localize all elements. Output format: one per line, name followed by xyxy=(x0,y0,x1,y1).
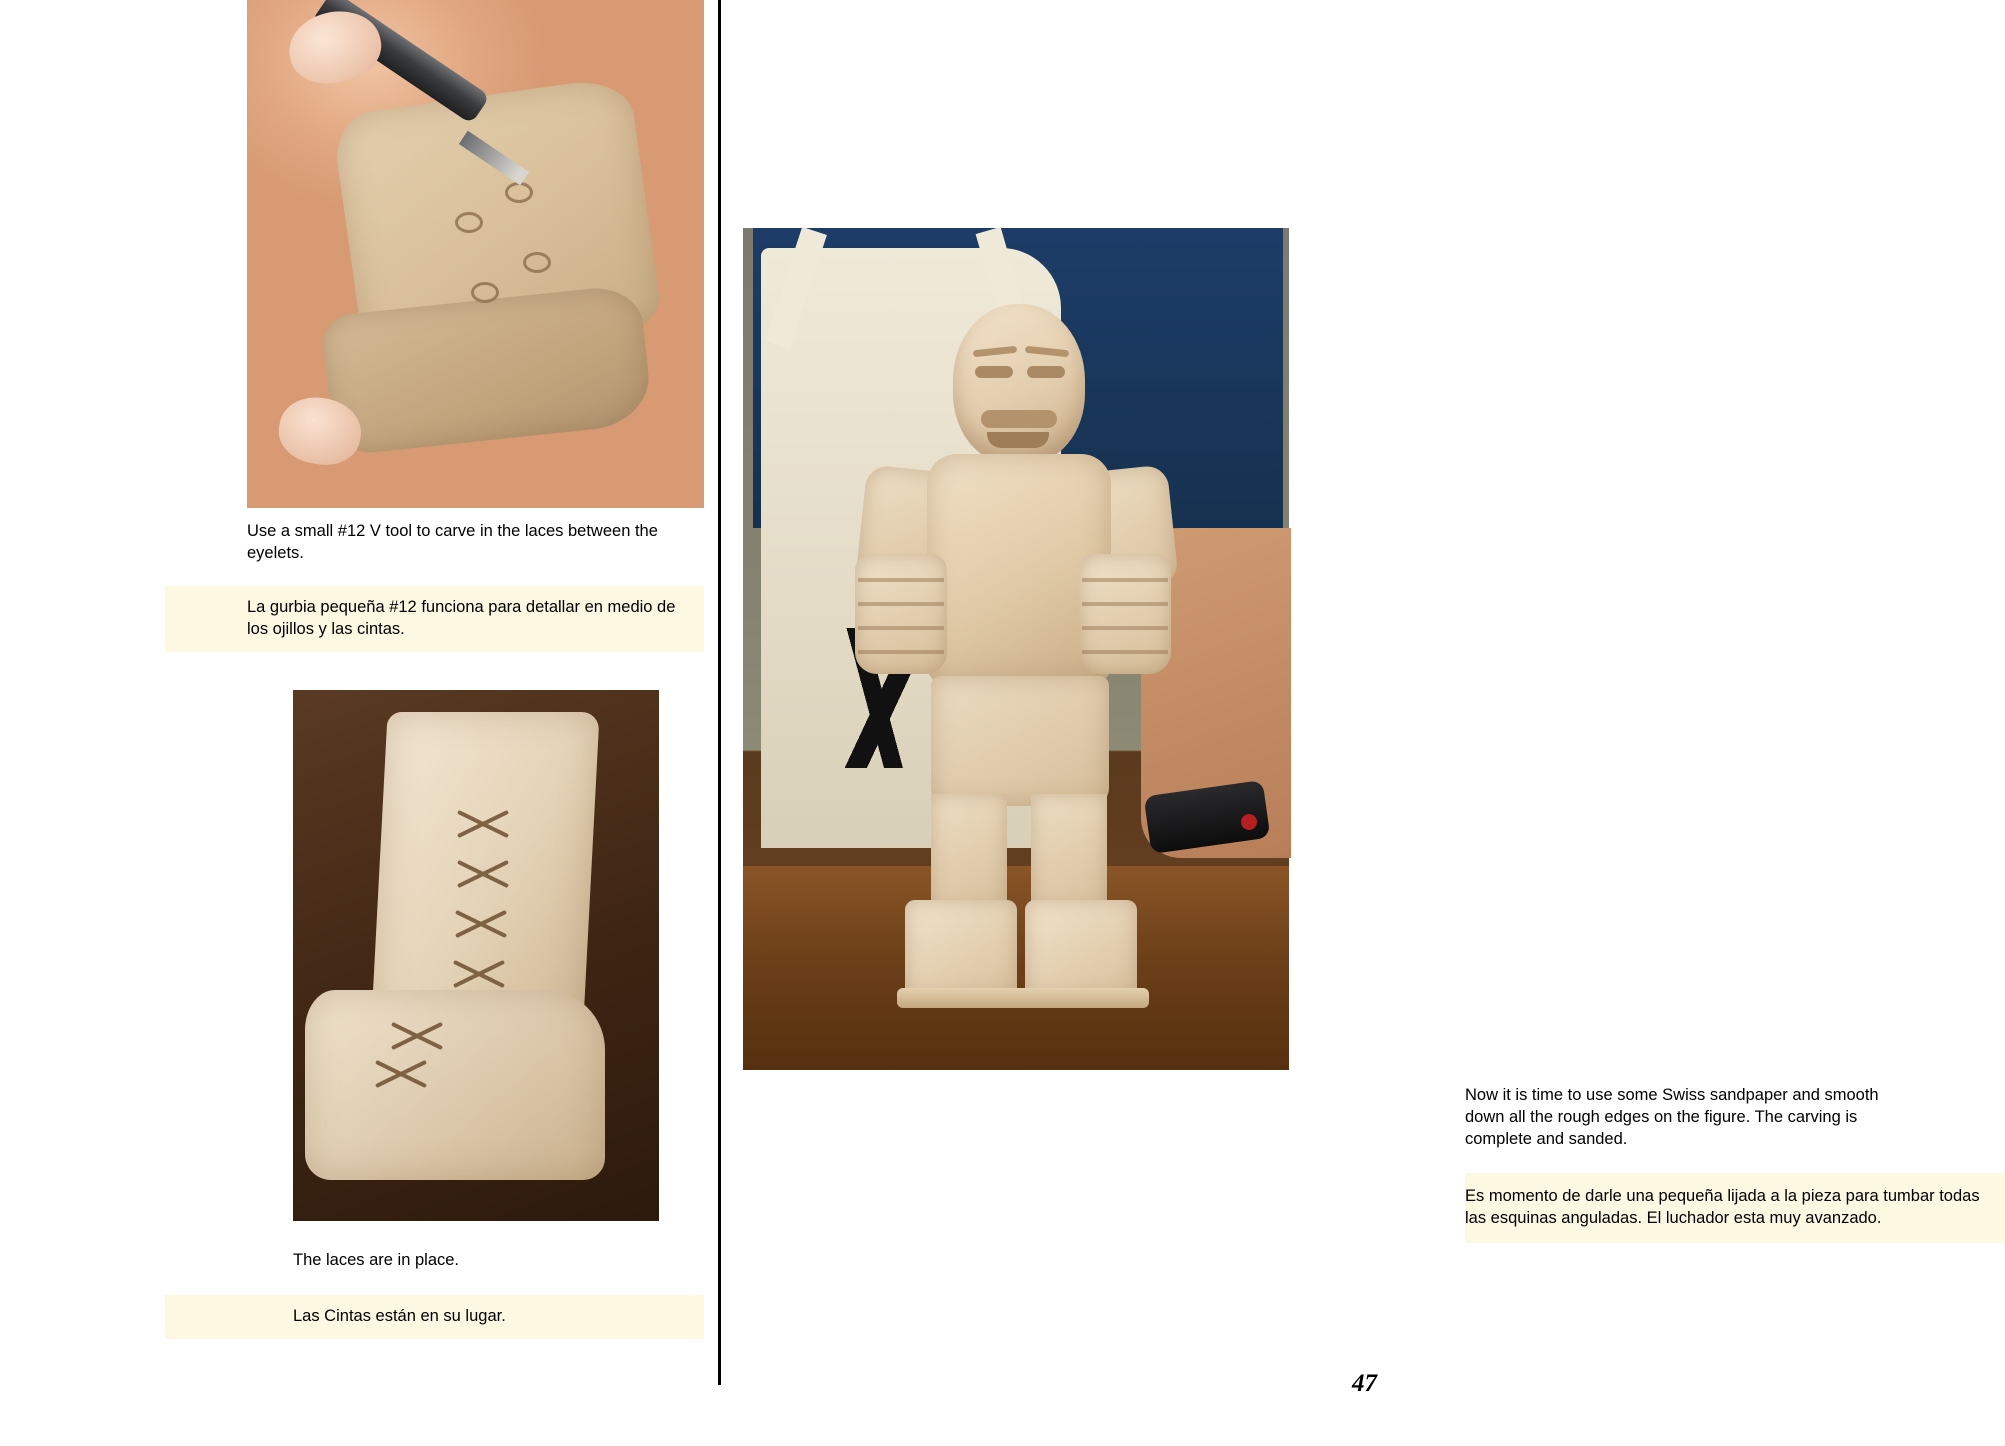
figure-boot-sole xyxy=(1017,988,1149,1008)
lace-cross xyxy=(373,1058,427,1088)
page-number: 47 xyxy=(1352,1370,1377,1397)
figure-mustache xyxy=(981,410,1057,428)
figure-finger xyxy=(858,626,944,630)
figure-finger xyxy=(1082,626,1168,630)
figure-boot-sole xyxy=(897,988,1029,1008)
figure-mouth xyxy=(987,432,1049,448)
figure-eye xyxy=(1027,366,1065,378)
caption-english-2: The laces are in place. xyxy=(293,1251,460,1269)
caption-spanish-1 xyxy=(165,586,704,652)
figure-finger xyxy=(858,602,944,606)
right-column xyxy=(721,0,1980,1446)
wristwatch-dot xyxy=(1241,814,1257,830)
figure-boot-left xyxy=(905,900,1017,996)
eyelet xyxy=(455,212,483,233)
photo-carving-laces xyxy=(247,0,704,508)
figure-finger xyxy=(1082,602,1168,606)
figure-finger xyxy=(1082,650,1168,654)
figure-eye xyxy=(975,366,1013,378)
figure-boot-right xyxy=(1025,900,1137,996)
caption-spanish-2-text: Las Cintas están en su lugar. xyxy=(293,1307,506,1325)
carved-wrestler-figure xyxy=(869,304,1169,984)
boot-foot xyxy=(305,990,605,1180)
caption-spanish-3-text: Es momento de darle una pequeña lijada a la pieza para tumbar todas las esquinas anguladas. El luchador esta muy avanzado. xyxy=(1465,1187,1980,1228)
caption-english-1: Use a small #12 V tool to carve in the laces between the eyelets. xyxy=(247,522,658,562)
figure-leg-right xyxy=(1031,794,1107,910)
figure-finger xyxy=(858,578,944,582)
lace-cross xyxy=(389,1020,443,1050)
lace-cross xyxy=(455,808,509,838)
lace-cross xyxy=(453,908,507,938)
eyelet xyxy=(523,252,551,273)
figure-fist-right xyxy=(1079,554,1171,674)
photo-laces-done xyxy=(293,690,659,1221)
figure-finger xyxy=(858,650,944,654)
figure-trunks xyxy=(931,676,1109,806)
figure-finger xyxy=(1082,578,1168,582)
photo-figure xyxy=(743,228,1289,1070)
caption-spanish-2 xyxy=(165,1295,704,1339)
caption-english-3: Now it is time to use some Swiss sandpaper and smooth down all the rough edges on the figure. The carving is complete and sanded. xyxy=(1465,1086,1879,1148)
figure-fist-left xyxy=(855,554,947,674)
eyelet xyxy=(471,282,499,303)
figure-leg-left xyxy=(931,794,1007,910)
left-column xyxy=(0,0,718,1446)
caption-spanish-1-text: La gurbia pequeña #12 funciona para detallar en medio de los ojillos y las cintas. xyxy=(247,598,676,639)
lace-cross xyxy=(455,858,509,888)
lace-cross xyxy=(451,958,505,988)
caption-spanish-3 xyxy=(1465,1173,2005,1243)
